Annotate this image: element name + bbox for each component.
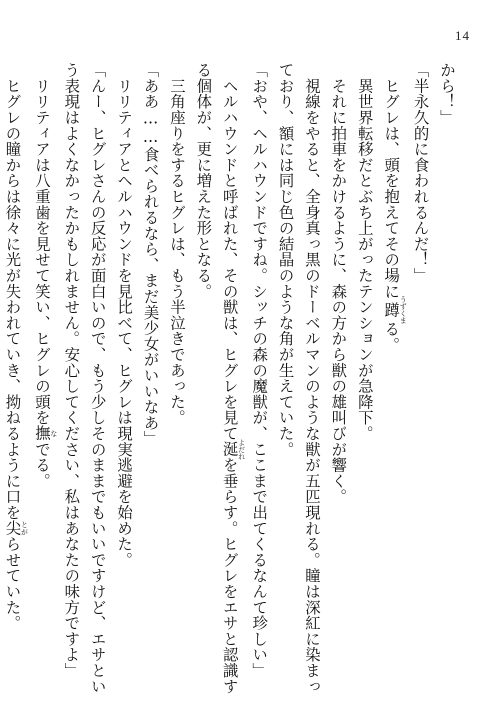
text-line-3: ヒグレは、頭を抱えてその場に蹲 うずくまる。: [382, 62, 408, 353]
text-line-15: う表現はよくなかったかもしれません。安心してください、私はあなたの味方ですよ」: [62, 62, 81, 679]
text-line-2: 「半永久的に食われるんだ！」: [411, 62, 430, 284]
text-line-12: 「ああ……食べられるなら、まだ美少女がいいなあ」: [141, 62, 160, 447]
text-line-6: 視線をやると、全身真っ黒のドーベルマンのような獣が五匹現れる。瞳は深紅に染まっ: [302, 62, 321, 694]
text-line-16: リリティアは八重歯を見せて笑い、ヒグレの頭を撫 なでる。: [32, 62, 58, 489]
ruby-yodare: 涎 よだれ: [220, 438, 246, 460]
text-line-4: 異世界転移だとぶち上がったテンションが急降下。: [355, 62, 374, 442]
text-line-11: 三角座りをするヒグレは、もう半泣きであった。: [167, 62, 186, 426]
text-line-13: リリティアとヘルハウンドを見比べて、ヒグレは現実逃避を始めた。: [115, 62, 134, 568]
text-line-14: 「んー、ヒグレさんの反応が面白いので、もう少しそのままでもいいですけど、エサとい: [88, 62, 107, 694]
text-line-10: る個体が、更に増えた形となる。: [194, 62, 213, 299]
ruby-naderu: 撫 な: [32, 425, 58, 442]
text-line-8: 「おや、ヘルハウンドですね。シッチの森の魔獣が、ここまで出てくるなんて珍しい」: [250, 62, 269, 679]
text-line-9: ヘルハウンドと呼ばれた、その獣は、ヒグレを見て涎 よだれを垂らす。ヒグレをエサと認識す: [220, 62, 246, 695]
ruby-uzukumaru: 蹲 うずくま: [382, 296, 408, 324]
text-line-1: から！」: [438, 62, 456, 126]
vertical-text-body: [3, 62, 460, 695]
text-line-7: ており、額には同じ色の結晶のような角が生えていた。: [276, 62, 295, 457]
text-line-5: それに拍車をかけるように、森の方から獣の雄叫びが響く。: [329, 62, 348, 505]
page-number: 14: [455, 28, 470, 43]
text-line-17: ヒグレの瞳からは徐々に光が失われていき、拗ねるように口を尖 とがらせていた。: [3, 62, 29, 631]
ruby-togaraseru: 尖 とが: [3, 520, 29, 537]
